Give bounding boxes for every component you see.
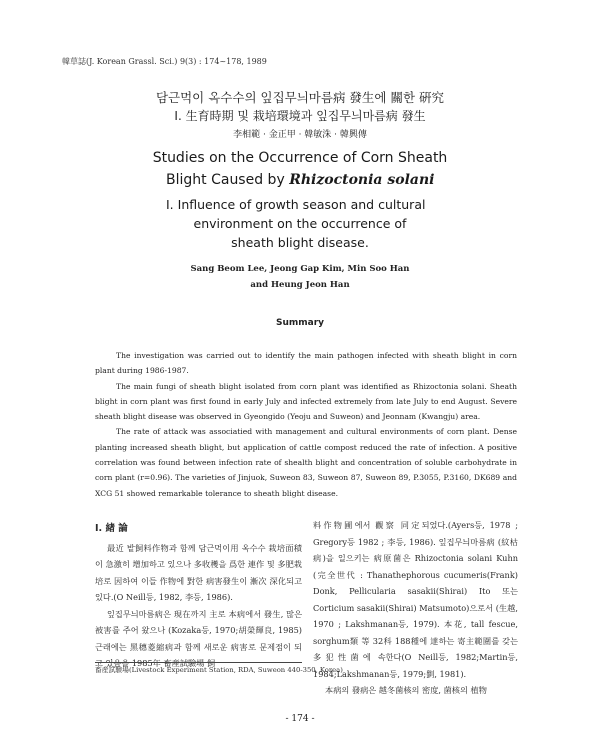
english-title-line-1: Studies on the Occurrence of Corn Sheath	[152, 150, 448, 166]
english-subtitle-line-3: sheath blight disease.	[231, 235, 369, 250]
footnote-rule	[95, 662, 302, 663]
section-heading: Ⅰ. 緖 論	[95, 523, 128, 534]
english-title-prefix: Blight Caused by	[166, 172, 290, 188]
korean-authors: 李相範 · 金正甲 · 韓敏洙 · 韓興傳	[233, 130, 367, 140]
right-column	[313, 517, 518, 699]
english-subtitle-line-2: environment on the occurrence of	[193, 216, 407, 231]
body-paragraph: 最近 밭飼料作物과 함께 담근먹이用 옥수수 栽培面積이 急激히 增加하고 있으나 多收穫을 爲한 連作 및 多肥栽培로 因하여 이들 作物에 對한 病害發生이 漸次 深化되고 있다.(O Neill등, 1982, 李등, 1986).	[95, 542, 302, 602]
body-paragraph: 料作物圃에서 觀察 同定되었다.(Ayers등, 1978 ; Gregory등 1982 ; 李등, 1986). 잎집무늬마름病 (紋枯病)을 일으키는 病原菌은 Rhizoctonia solani Kuhn (完全世代 : Thanathephorous cucumeris(Frank) Donk, Pellicularia sasakii(Shirai) Ito 또는 Corticium sasakii(Shirai) Matsumoto)으로서 (生越, 1970 ; Lakshmanan등, 1979). 本花, tall fescue, sorghum類 等 32科 188種에 達하는 寄主範圍를 갖는 多犯性菌에 속한다(O Neill등, 1982;Martin등, 1984;Lakshmanan등, 1979;劉, 1981).	[313, 520, 518, 679]
body-paragraph: 本病의 發病은 越冬菌核의 密度, 菌核의 植物	[325, 685, 487, 695]
korean-subtitle: Ⅰ. 生育時期 및 栽培環境과 잎집무늬마름病 發生	[174, 109, 426, 123]
summary-paragraph: The rate of attack was associatied with management and cultural environments of corn plant. Dense planting increased sheath blight, but application of cattle compost reduced the rate of infection. A positive correlation was found between infection rate of shealth blight and concentration of soluble carbohydrate in corn plant (r=0.96). The varieties of Jinjuok, Suweon 83, Suweon 87, Suweon 89, P.3055, P.3160, DK689 and XCG 51 showed remarkable tolerance to sheath blight disease.	[95, 427, 517, 498]
english-authors-line-2: and Heung Jeon Han	[250, 280, 350, 290]
journal-citation: 韓草誌(J. Korean Grassl. Sci.) 9(3) : 174~178, 1989	[62, 57, 267, 66]
english-title-line-2	[166, 172, 435, 188]
summary-body	[95, 348, 517, 501]
summary-paragraph: The investigation was carried out to identify the main pathogen infected with sheath blight in corn plant during 1986-1987.	[95, 351, 517, 376]
affiliation-footnote: 畜産試驗場(Livestock Experiment Station, RDA, Suweon 440-350, Korea)	[95, 666, 343, 674]
body-paragraph: 잎집무늬마름病은 現在까지 主로 本病에서 發生, 많은 被害를 주어 왔으나 (Kozaka등, 1970;胡榮輝良, 1985) 근래에는 黑穗菱縮病과 함께 새로운 病害로 문제점이 되고 있음을 1985年 畜産試驗場 飼	[95, 608, 302, 668]
summary-paragraph: The main fungi of sheath blight isolated from corn plant was identified as Rhizoctonia solani. Sheath blight in corn plant was first found in early July and infected extremely from late July to end August. Severe sheath blight disease was observed in Gyeongido (Yeoju and Suweon) and Jeonnam (Kwangju) area.	[95, 381, 517, 422]
summary-heading: Summary	[275, 318, 325, 328]
english-authors-line-1: Sang Beom Lee, Jeong Gap Kim, Min Soo Han	[190, 264, 410, 274]
korean-title: 담근먹이 옥수수의 잎집무늬마름病 發生에 關한 硏究	[155, 90, 445, 105]
english-subtitle-line-1: Ⅰ. Influence of growth season and cultural	[166, 197, 426, 212]
left-column	[95, 521, 302, 672]
english-title-species: Rhizoctonia solani	[289, 172, 435, 188]
page-number: - 174 -	[285, 714, 315, 724]
